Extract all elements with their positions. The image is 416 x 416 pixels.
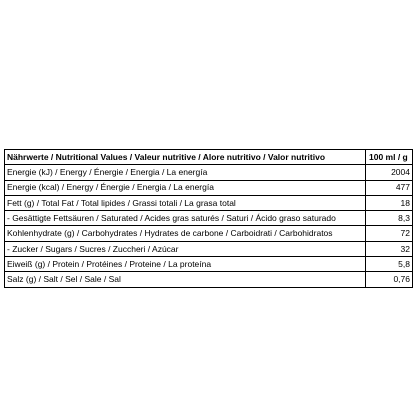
row-value: 0,76: [366, 272, 413, 287]
row-label: Salz (g) / Salt / Sel / Sale / Sal: [5, 272, 366, 287]
table-row-carbohydrates: [5, 226, 413, 241]
row-label: Energie (kJ) / Energy / Énergie / Energia / La energía: [5, 165, 366, 180]
row-value: 477: [366, 180, 413, 195]
table-row-sugars: [5, 241, 413, 256]
header-unit: 100 ml / g: [366, 150, 413, 165]
row-value: 18: [366, 195, 413, 210]
table-row-saturated: [5, 211, 413, 226]
table-row-energy-kcal: [5, 180, 413, 195]
table-row-fat: [5, 195, 413, 210]
row-value: 32: [366, 241, 413, 256]
row-label: - Gesättigte Fettsäuren / Saturated / Acides gras saturés / Saturi / Ácido graso saturado: [5, 211, 366, 226]
row-value: 2004: [366, 165, 413, 180]
header-label: Nährwerte / Nutritional Values / Valeur nutritive / Alore nutritivo / Valor nutritivo: [5, 150, 366, 165]
row-label: Fett (g) / Total Fat / Total lipides / Grassi totali / La grasa total: [5, 195, 366, 210]
table-row-protein: [5, 257, 413, 272]
row-value: 72: [366, 226, 413, 241]
row-label: Energie (kcal) / Energy / Énergie / Energia / La energía: [5, 180, 366, 195]
row-value: 8,3: [366, 211, 413, 226]
table-row-salt: [5, 272, 413, 287]
row-label: Eiweiß (g) / Protein / Protéines / Proteine / La proteína: [5, 257, 366, 272]
row-label: - Zucker / Sugars / Sucres / Zuccheri / Azúcar: [5, 241, 366, 256]
nutrition-table: [4, 149, 413, 288]
row-label: Kohlenhydrate (g) / Carbohydrates / Hydrates de carbone / Carboidrati / Carbohidratos: [5, 226, 366, 241]
row-value: 5,8: [366, 257, 413, 272]
table-row-energy-kj: [5, 165, 413, 180]
table-header-row: [5, 150, 413, 165]
